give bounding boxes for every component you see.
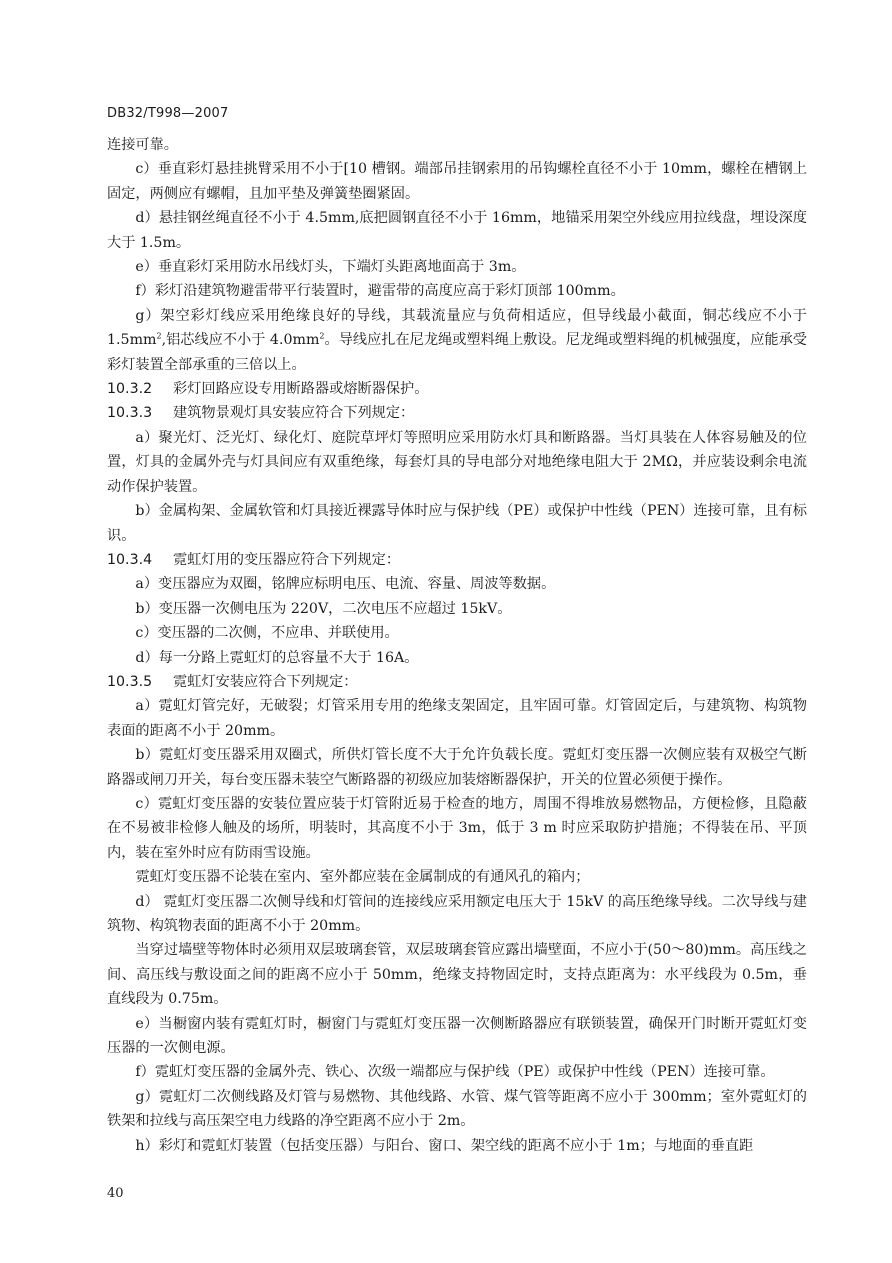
section-title: 霓虹灯用的变压器应符合下列规定：: [173, 551, 401, 568]
paragraph: f）霓虹灯变压器的金属外壳、铁心、次级一端都应与保护线（PE）或保护中性线（PEN）连接可靠。: [135, 1064, 775, 1081]
paragraph: g）霓虹灯二次侧线路及灯管与易燃物、其他线路、水管、煤气管等距离不应小于 300mm；室外霓虹灯的铁架和拉线与高压架空电力线路的净空距离不应小于 2m。: [107, 1088, 807, 1130]
paragraph-text: g）架空彩灯线应采用绝缘良好的导线，其载流量应与负荷相适应，但导线最小截面，铜芯线应不小于 1.5mm: [107, 307, 807, 349]
paragraph: h）彩灯和霓虹灯装置（包括变压器）与阳台、窗口、架空线的距离不应小于 1m；与地面的垂直距: [135, 1137, 754, 1154]
paragraph: b）变压器一次侧电压为 220V，二次电压不应超过 15kV。: [135, 600, 512, 617]
paragraph: c）霓虹灯变压器的安装位置应装于灯管附近易于检查的地方，周围不得堆放易燃物品，方便检修，且隐蔽在不易被非检修人触及的场所，明装时，其高度不小于 3m，低于 3 m 时应采取防护措施；不得装在吊、平顶内，装在室外时应有防雨雪设施。: [107, 795, 807, 861]
paragraph: a）聚光灯、泛光灯、绿化灯、庭院草坪灯等照明应采用防水灯具和断路器。当灯具装在人体容易触及的位置，灯具的金属外壳与灯具间应有双重绝缘，每套灯具的导电部分对地绝缘电阻大于 2MΩ，并应装设剩余电流动作保护装置。: [107, 429, 807, 495]
section-heading: [107, 548, 807, 572]
paragraph: f）彩灯沿建筑物避雷带平行装置时，避雷带的高度应高于彩灯顶部 100mm。: [135, 283, 625, 300]
section-number: 10.3.4: [107, 551, 153, 568]
paragraph: e）当橱窗内装有霓虹灯时，橱窗门与霓虹灯变压器一次侧断路器应有联锁装置，确保开门时断开霓虹灯变压器的一次侧电源。: [107, 1015, 807, 1057]
section-number: 10.3.3: [107, 405, 153, 422]
section-heading: [107, 401, 807, 425]
paragraph: a）霓虹灯管完好，无破裂；灯管采用专用的绝缘支架固定，且牢固可靠。灯管固定后，与建筑物、构筑物表面的距离不小于 20mm。: [107, 698, 807, 739]
page-body: [107, 133, 807, 1158]
paragraph: b）金属构架、金属软管和灯具接近裸露导体时应与保护线（PE）或保护中性线（PEN）连接可靠，且有标识。: [107, 503, 807, 544]
section-title: 彩灯回路应设专用断路器或熔断器保护。: [173, 381, 429, 398]
paragraph: [107, 304, 807, 377]
section-title: 霓虹灯安装应符合下列规定：: [173, 673, 358, 690]
paragraph: c）垂直彩灯悬挂挑臂采用不小于[10 槽钢。端部吊挂钢索用的吊钩螺栓直径不小于 10mm，螺栓在槽钢上固定，两侧应有螺帽，且加平垫及弹簧垫圈紧固。: [107, 161, 807, 202]
section-number: 10.3.2: [107, 381, 153, 398]
paragraph: 霓虹灯变压器不论装在室内、室外都应装在金属制成的有通风孔的箱内；: [135, 869, 590, 886]
section-title: 建筑物景观灯具安装应符合下列规定：: [173, 405, 415, 422]
paragraph: d） 霓虹灯变压器二次侧导线和灯管间的连接线应采用额定电压大于 15kV 的高压绝缘导线。二次导线与建筑物、构筑物表面的距离不小于 20mm。: [107, 893, 807, 934]
superscript: 2: [319, 331, 325, 341]
section-heading: [107, 670, 807, 694]
document-code: DB32/T998—2007: [107, 106, 229, 121]
paragraph: d）每一分路上霓虹灯的总容量不大于 16A。: [135, 649, 419, 666]
paragraph: c）变压器的二次侧，不应串、并联使用。: [135, 625, 399, 642]
superscript: 2: [156, 331, 162, 341]
paragraph: a）变压器应为双圈，铭牌应标明电压、电流、容量、周波等数据。: [135, 576, 556, 593]
paragraph: 连接可靠。: [107, 137, 178, 153]
paragraph: d）悬挂钢丝绳直径不小于 4.5mm,底把圆钢直径不小于 16mm，地锚采用架空外线应用拉线盘，埋设深度大于 1.5m。: [107, 210, 807, 251]
paragraph-text: 。导线应扎在尼龙绳或塑料绳上敷设。尼龙绳或塑料绳的机械强度，应能承受彩灯装置全部承重的三倍以上。: [107, 332, 807, 373]
paragraph: e）垂直彩灯采用防水吊线灯头，下端灯头距离地面高于 3m。: [135, 259, 526, 276]
paragraph: 当穿过墙壁等物体时必须用双层玻璃套管，双层玻璃套管应露出墙壁面，不应小于(50～80)mm。高压线之间、高压线与敷设面之间的距离不应小于 50mm，绝缘支持物固定时，支持点距离为：水平线段为 0.5m，垂直线段为 0.75m。: [107, 942, 807, 1008]
section-heading: [107, 377, 807, 401]
page-number: 40: [107, 1186, 124, 1201]
paragraph: b）霓虹灯变压器采用双圈式，所供灯管长度不大于允许负载长度。霓虹灯变压器一次侧应装有双极空气断路器或闸刀开关，每台变压器未装空气断路器的初级应加装熔断器保护，开关的位置必须便于操作。: [107, 747, 807, 788]
paragraph-text: ,铝芯线应不小于 4.0mm: [161, 332, 320, 349]
section-number: 10.3.5: [107, 673, 153, 690]
